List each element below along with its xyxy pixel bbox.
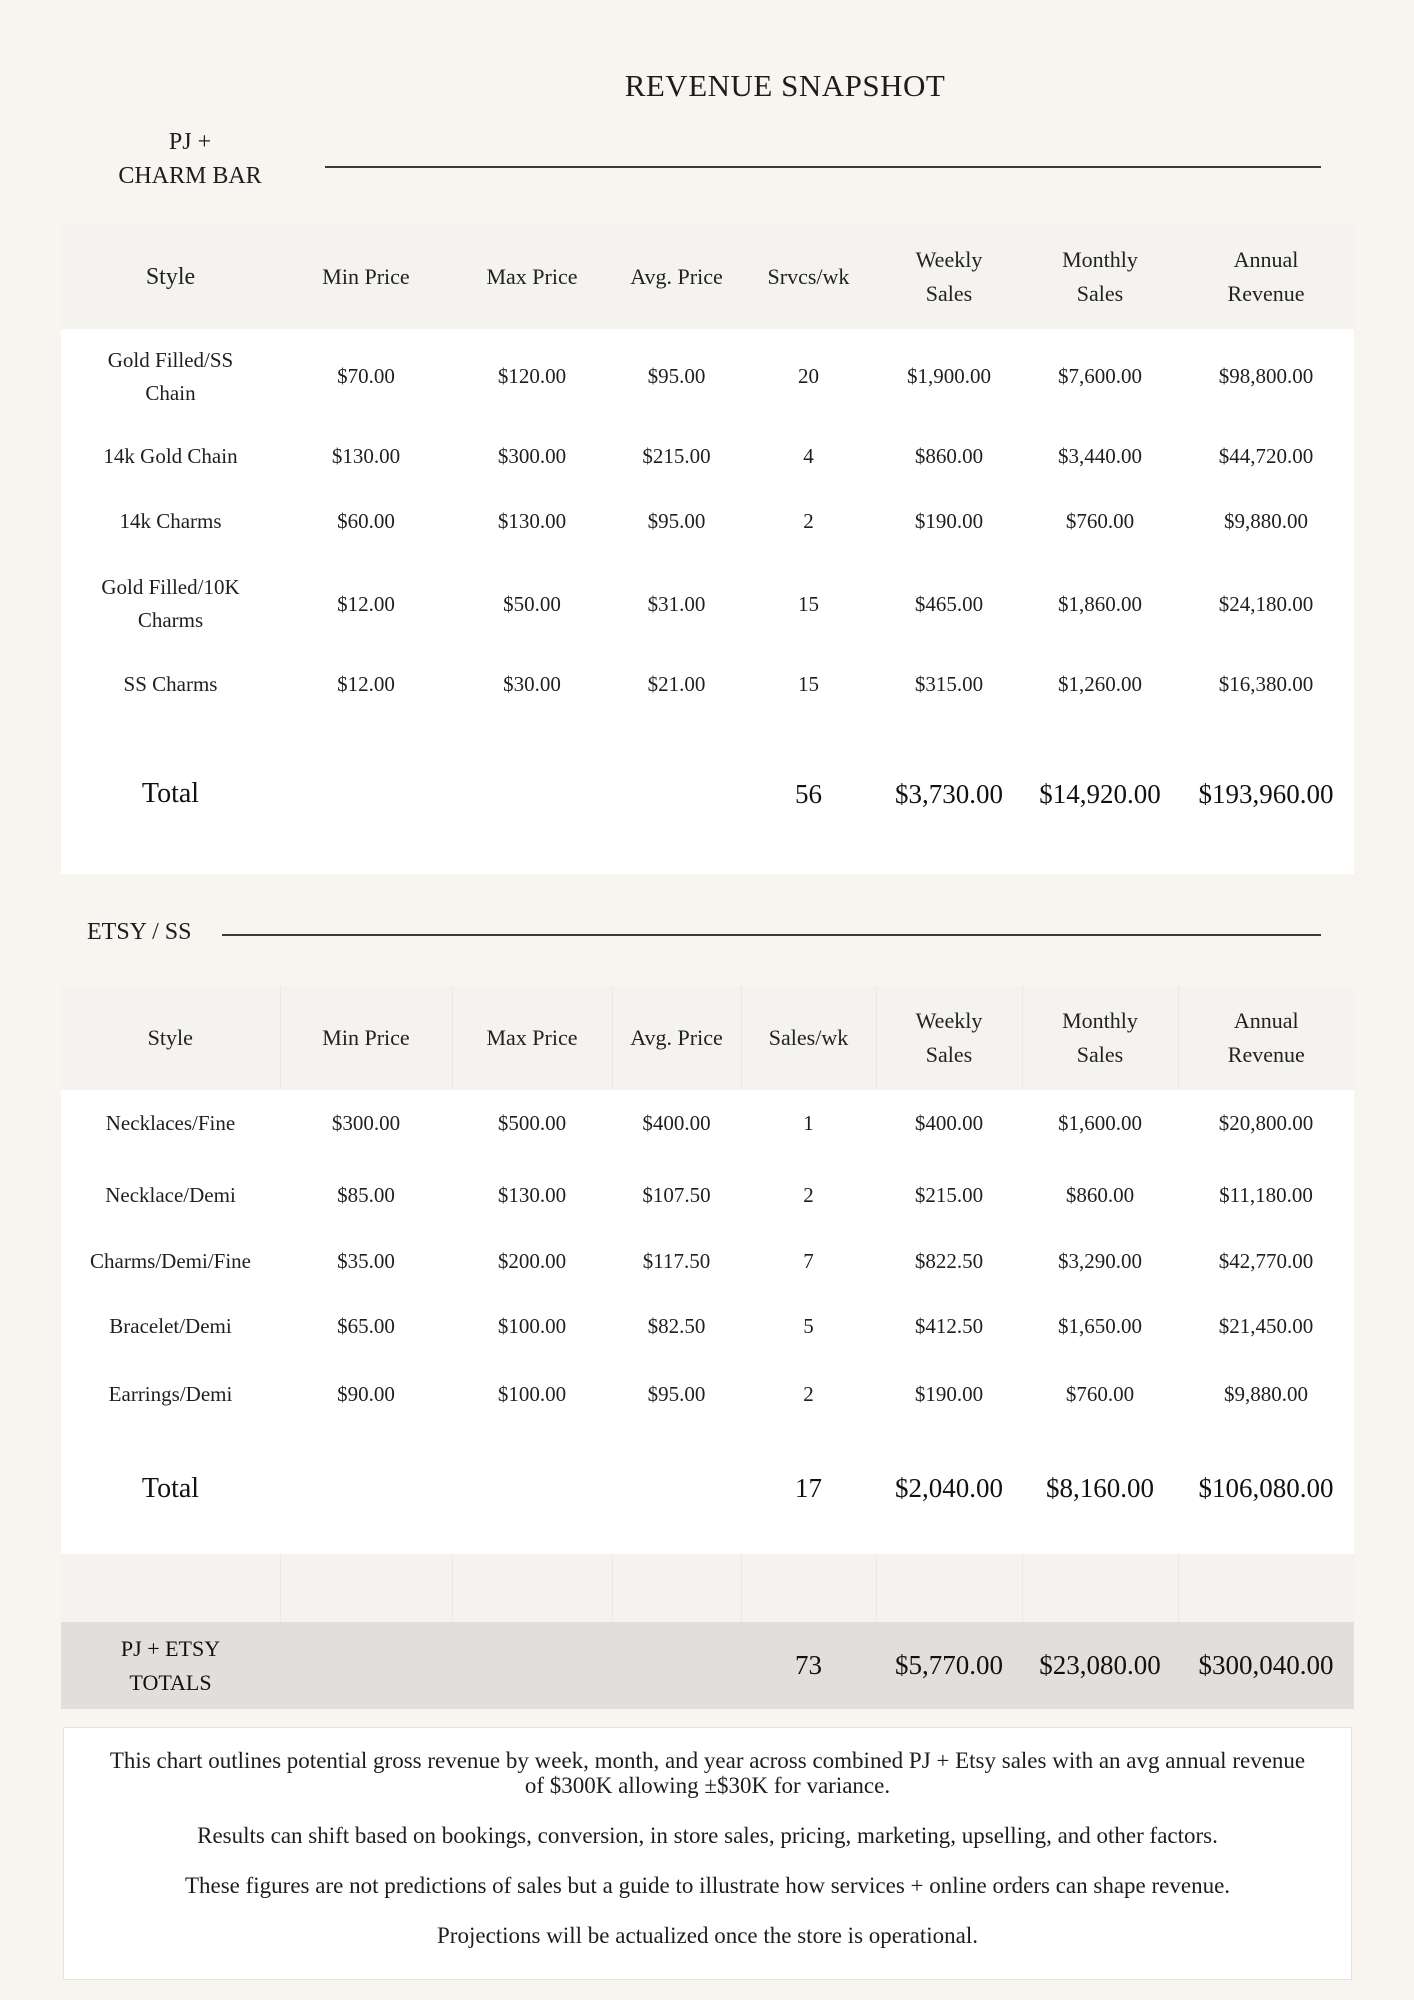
empty-cell bbox=[1178, 1554, 1354, 1622]
section-label-line: PJ + bbox=[168, 129, 212, 155]
empty-cell bbox=[61, 1554, 280, 1622]
header-line: Sales bbox=[1076, 281, 1124, 306]
total-annual-revenue: $193,960.00 bbox=[1178, 714, 1354, 874]
cell-monthly-sales: $1,600.00 bbox=[1022, 1090, 1178, 1156]
cell-annual-revenue: $20,800.00 bbox=[1178, 1090, 1354, 1156]
header-max-price: Max Price bbox=[486, 264, 578, 289]
table-row bbox=[61, 1090, 1354, 1156]
note-paragraph: This chart outlines potential gross revenue by week, month, and year across combined PJ + Etsy sales with an avg annual revenue of $300K allowing ±$30K for variance. bbox=[109, 1748, 1306, 1798]
cell-avg-price: $21.00 bbox=[612, 654, 741, 714]
cell-count: 15 bbox=[741, 554, 876, 654]
cell-weekly-sales: $860.00 bbox=[876, 424, 1022, 489]
header-annual-revenue bbox=[1178, 225, 1354, 329]
cell-weekly-sales: $465.00 bbox=[876, 554, 1022, 654]
cell-monthly-sales: $1,260.00 bbox=[1022, 654, 1178, 714]
table-row bbox=[61, 424, 1354, 489]
header-line: Weekly bbox=[915, 247, 983, 272]
cell-annual-revenue: $11,180.00 bbox=[1178, 1156, 1354, 1235]
cell-count: 20 bbox=[741, 329, 876, 424]
table-row bbox=[61, 1156, 1354, 1235]
cell-max-price: $130.00 bbox=[452, 1156, 612, 1235]
cell-min-price: $12.00 bbox=[280, 554, 452, 654]
grand-total-row bbox=[61, 1622, 1354, 1709]
cell-count: 1 bbox=[741, 1090, 876, 1156]
cell-annual-revenue: $9,880.00 bbox=[1178, 1366, 1354, 1423]
cell-min-price: $85.00 bbox=[280, 1156, 452, 1235]
header-line: Monthly bbox=[1062, 247, 1138, 272]
cell-weekly-sales: $190.00 bbox=[876, 489, 1022, 554]
cell-monthly-sales: $7,600.00 bbox=[1022, 329, 1178, 424]
cell-count: 2 bbox=[741, 489, 876, 554]
grand-total-label-line: PJ + ETSY bbox=[120, 1635, 221, 1661]
header-line: Revenue bbox=[1227, 281, 1305, 306]
total-count: 56 bbox=[741, 714, 876, 874]
cell-weekly-sales: $315.00 bbox=[876, 654, 1022, 714]
cell-style: Bracelet/Demi bbox=[61, 1287, 280, 1366]
total-weekly-sales: $3,730.00 bbox=[876, 714, 1022, 874]
table-row bbox=[61, 554, 1354, 654]
cell-style: Necklace/Demi bbox=[61, 1156, 280, 1235]
page-title: REVENUE SNAPSHOT bbox=[624, 68, 946, 103]
header-line: Sales bbox=[925, 1042, 973, 1067]
cell-count: 4 bbox=[741, 424, 876, 489]
grand-total-label-line: TOTALS bbox=[129, 1669, 212, 1695]
cell-avg-price: $95.00 bbox=[612, 1366, 741, 1423]
divider-rule bbox=[325, 166, 1321, 168]
cell-min-price: $130.00 bbox=[280, 424, 452, 489]
cell-annual-revenue: $21,450.00 bbox=[1178, 1287, 1354, 1366]
cell-count: 2 bbox=[741, 1366, 876, 1423]
header-min-price: Min Price bbox=[322, 264, 410, 289]
cell-max-price: $120.00 bbox=[452, 329, 612, 424]
cell-min-price: $60.00 bbox=[280, 489, 452, 554]
section-label-etsy: ETSY / SS bbox=[87, 919, 192, 945]
cell-avg-price: $95.00 bbox=[612, 489, 741, 554]
empty-cell bbox=[612, 1622, 741, 1709]
cell-max-price: $50.00 bbox=[452, 554, 612, 654]
cell-annual-revenue: $42,770.00 bbox=[1178, 1235, 1354, 1287]
cell-annual-revenue: $16,380.00 bbox=[1178, 654, 1354, 714]
cell-max-price: $100.00 bbox=[452, 1366, 612, 1423]
total-monthly-sales: $8,160.00 bbox=[1022, 1423, 1178, 1554]
cell-style bbox=[61, 554, 280, 654]
cell-avg-price: $117.50 bbox=[612, 1235, 741, 1287]
table-row bbox=[61, 329, 1354, 424]
total-weekly-sales: $2,040.00 bbox=[876, 1423, 1022, 1554]
empty-cell bbox=[280, 1622, 452, 1709]
table-header-row bbox=[61, 225, 1354, 329]
cell-monthly-sales: $1,650.00 bbox=[1022, 1287, 1178, 1366]
grand-total-weekly-sales: $5,770.00 bbox=[876, 1622, 1022, 1709]
cell-monthly-sales: $860.00 bbox=[1022, 1156, 1178, 1235]
table-row bbox=[61, 654, 1354, 714]
cell-annual-revenue: $24,180.00 bbox=[1178, 554, 1354, 654]
total-row bbox=[61, 1423, 1354, 1554]
style-line: Gold Filled/SS bbox=[107, 347, 234, 372]
header-max-price: Max Price bbox=[452, 986, 612, 1090]
total-row bbox=[61, 714, 1354, 874]
cell-avg-price: $400.00 bbox=[612, 1090, 741, 1156]
header-avg-price: Avg. Price bbox=[630, 264, 723, 289]
header-line: Monthly bbox=[1062, 1008, 1138, 1033]
cell-count: 7 bbox=[741, 1235, 876, 1287]
cell-style: SS Charms bbox=[61, 654, 280, 714]
cell-annual-revenue: $9,880.00 bbox=[1178, 489, 1354, 554]
divider-rule bbox=[222, 934, 1321, 936]
empty-cell bbox=[612, 1554, 741, 1622]
header-line: Annual bbox=[1233, 247, 1299, 272]
cell-min-price: $65.00 bbox=[280, 1287, 452, 1366]
cell-max-price: $30.00 bbox=[452, 654, 612, 714]
cell-count: 15 bbox=[741, 654, 876, 714]
header-line: Annual bbox=[1233, 1008, 1299, 1033]
header-style: Style bbox=[61, 986, 280, 1090]
cell-max-price: $130.00 bbox=[452, 489, 612, 554]
total-label: Total bbox=[61, 714, 280, 874]
cell-max-price: $300.00 bbox=[452, 424, 612, 489]
cell-style: 14k Charms bbox=[61, 489, 280, 554]
section-label-pj bbox=[95, 125, 285, 193]
total-label: Total bbox=[61, 1423, 280, 1554]
note-paragraph: Projections will be actualized once the store is operational. bbox=[437, 1923, 978, 1948]
total-count: 17 bbox=[741, 1423, 876, 1554]
cell-style: Earrings/Demi bbox=[61, 1366, 280, 1423]
cell-min-price: $90.00 bbox=[280, 1366, 452, 1423]
table-row bbox=[61, 1287, 1354, 1366]
cell-avg-price: $215.00 bbox=[612, 424, 741, 489]
table-header-row bbox=[61, 986, 1354, 1090]
empty-cell bbox=[452, 1554, 612, 1622]
cell-count: 5 bbox=[741, 1287, 876, 1366]
empty-cell bbox=[1022, 1554, 1178, 1622]
notes-box bbox=[63, 1727, 1352, 1980]
cell-weekly-sales: $400.00 bbox=[876, 1090, 1022, 1156]
pj-revenue-table bbox=[61, 225, 1354, 874]
cell-style: Charms/Demi/Fine bbox=[61, 1235, 280, 1287]
cell-annual-revenue: $44,720.00 bbox=[1178, 424, 1354, 489]
empty-cell bbox=[280, 1554, 452, 1622]
cell-style: 14k Gold Chain bbox=[61, 424, 280, 489]
header-annual-revenue bbox=[1178, 986, 1354, 1090]
etsy-revenue-table bbox=[61, 986, 1354, 1709]
section-label-line: CHARM BAR bbox=[118, 163, 262, 189]
style-line: Chain bbox=[145, 380, 196, 405]
empty-cell bbox=[612, 1423, 741, 1554]
cell-avg-price: $31.00 bbox=[612, 554, 741, 654]
header-line: Sales bbox=[1076, 1042, 1124, 1067]
table-row bbox=[61, 1235, 1354, 1287]
header-min-price: Min Price bbox=[280, 986, 452, 1090]
cell-monthly-sales: $3,290.00 bbox=[1022, 1235, 1178, 1287]
cell-monthly-sales: $760.00 bbox=[1022, 489, 1178, 554]
cell-style: Necklaces/Fine bbox=[61, 1090, 280, 1156]
style-line: Charms bbox=[137, 608, 204, 632]
header-services-per-week: Srvcs/wk bbox=[767, 264, 850, 289]
table-row bbox=[61, 489, 1354, 554]
total-monthly-sales: $14,920.00 bbox=[1022, 714, 1178, 874]
header-line: Sales bbox=[925, 281, 973, 306]
cell-monthly-sales: $760.00 bbox=[1022, 1366, 1178, 1423]
grand-total-annual-revenue: $300,040.00 bbox=[1178, 1622, 1354, 1709]
cell-min-price: $12.00 bbox=[280, 654, 452, 714]
cell-monthly-sales: $3,440.00 bbox=[1022, 424, 1178, 489]
cell-monthly-sales: $1,860.00 bbox=[1022, 554, 1178, 654]
cell-weekly-sales: $822.50 bbox=[876, 1235, 1022, 1287]
header-weekly-sales bbox=[876, 225, 1022, 329]
style-line: Gold Filled/10K bbox=[101, 575, 240, 599]
cell-min-price: $35.00 bbox=[280, 1235, 452, 1287]
note-paragraph: These figures are not predictions of sales but a guide to illustrate how services + online orders can shape revenue. bbox=[184, 1873, 1231, 1898]
cell-max-price: $500.00 bbox=[452, 1090, 612, 1156]
header-sales-per-week: Sales/wk bbox=[741, 986, 876, 1090]
empty-cell bbox=[452, 1423, 612, 1554]
cell-min-price: $70.00 bbox=[280, 329, 452, 424]
table-row bbox=[61, 1366, 1354, 1423]
header-avg-price: Avg. Price bbox=[612, 986, 741, 1090]
total-annual-revenue: $106,080.00 bbox=[1178, 1423, 1354, 1554]
header-line: Revenue bbox=[1227, 1042, 1305, 1067]
cell-weekly-sales: $190.00 bbox=[876, 1366, 1022, 1423]
cell-weekly-sales: $1,900.00 bbox=[876, 329, 1022, 424]
cell-annual-revenue: $98,800.00 bbox=[1178, 329, 1354, 424]
empty-cell bbox=[280, 1423, 452, 1554]
cell-min-price: $300.00 bbox=[280, 1090, 452, 1156]
grand-total-monthly-sales: $23,080.00 bbox=[1022, 1622, 1178, 1709]
header-line: Weekly bbox=[915, 1008, 983, 1033]
note-paragraph: Results can shift based on bookings, conversion, in store sales, pricing, marketing, upselling, and other factors. bbox=[197, 1823, 1218, 1848]
header-monthly-sales bbox=[1022, 986, 1178, 1090]
grand-total-label bbox=[61, 1622, 280, 1709]
empty-cell bbox=[612, 714, 741, 874]
empty-cell bbox=[280, 714, 452, 874]
spacer-row bbox=[61, 1554, 1354, 1622]
empty-cell bbox=[452, 1622, 612, 1709]
header-monthly-sales bbox=[1022, 225, 1178, 329]
cell-avg-price: $82.50 bbox=[612, 1287, 741, 1366]
cell-max-price: $100.00 bbox=[452, 1287, 612, 1366]
cell-weekly-sales: $412.50 bbox=[876, 1287, 1022, 1366]
cell-max-price: $200.00 bbox=[452, 1235, 612, 1287]
grand-total-count: 73 bbox=[741, 1622, 876, 1709]
cell-avg-price: $95.00 bbox=[612, 329, 741, 424]
empty-cell bbox=[741, 1554, 876, 1622]
cell-count: 2 bbox=[741, 1156, 876, 1235]
header-weekly-sales bbox=[876, 986, 1022, 1090]
cell-weekly-sales: $215.00 bbox=[876, 1156, 1022, 1235]
cell-avg-price: $107.50 bbox=[612, 1156, 741, 1235]
header-style: Style bbox=[145, 264, 196, 290]
empty-cell bbox=[452, 714, 612, 874]
empty-cell bbox=[876, 1554, 1022, 1622]
cell-style bbox=[61, 329, 280, 424]
